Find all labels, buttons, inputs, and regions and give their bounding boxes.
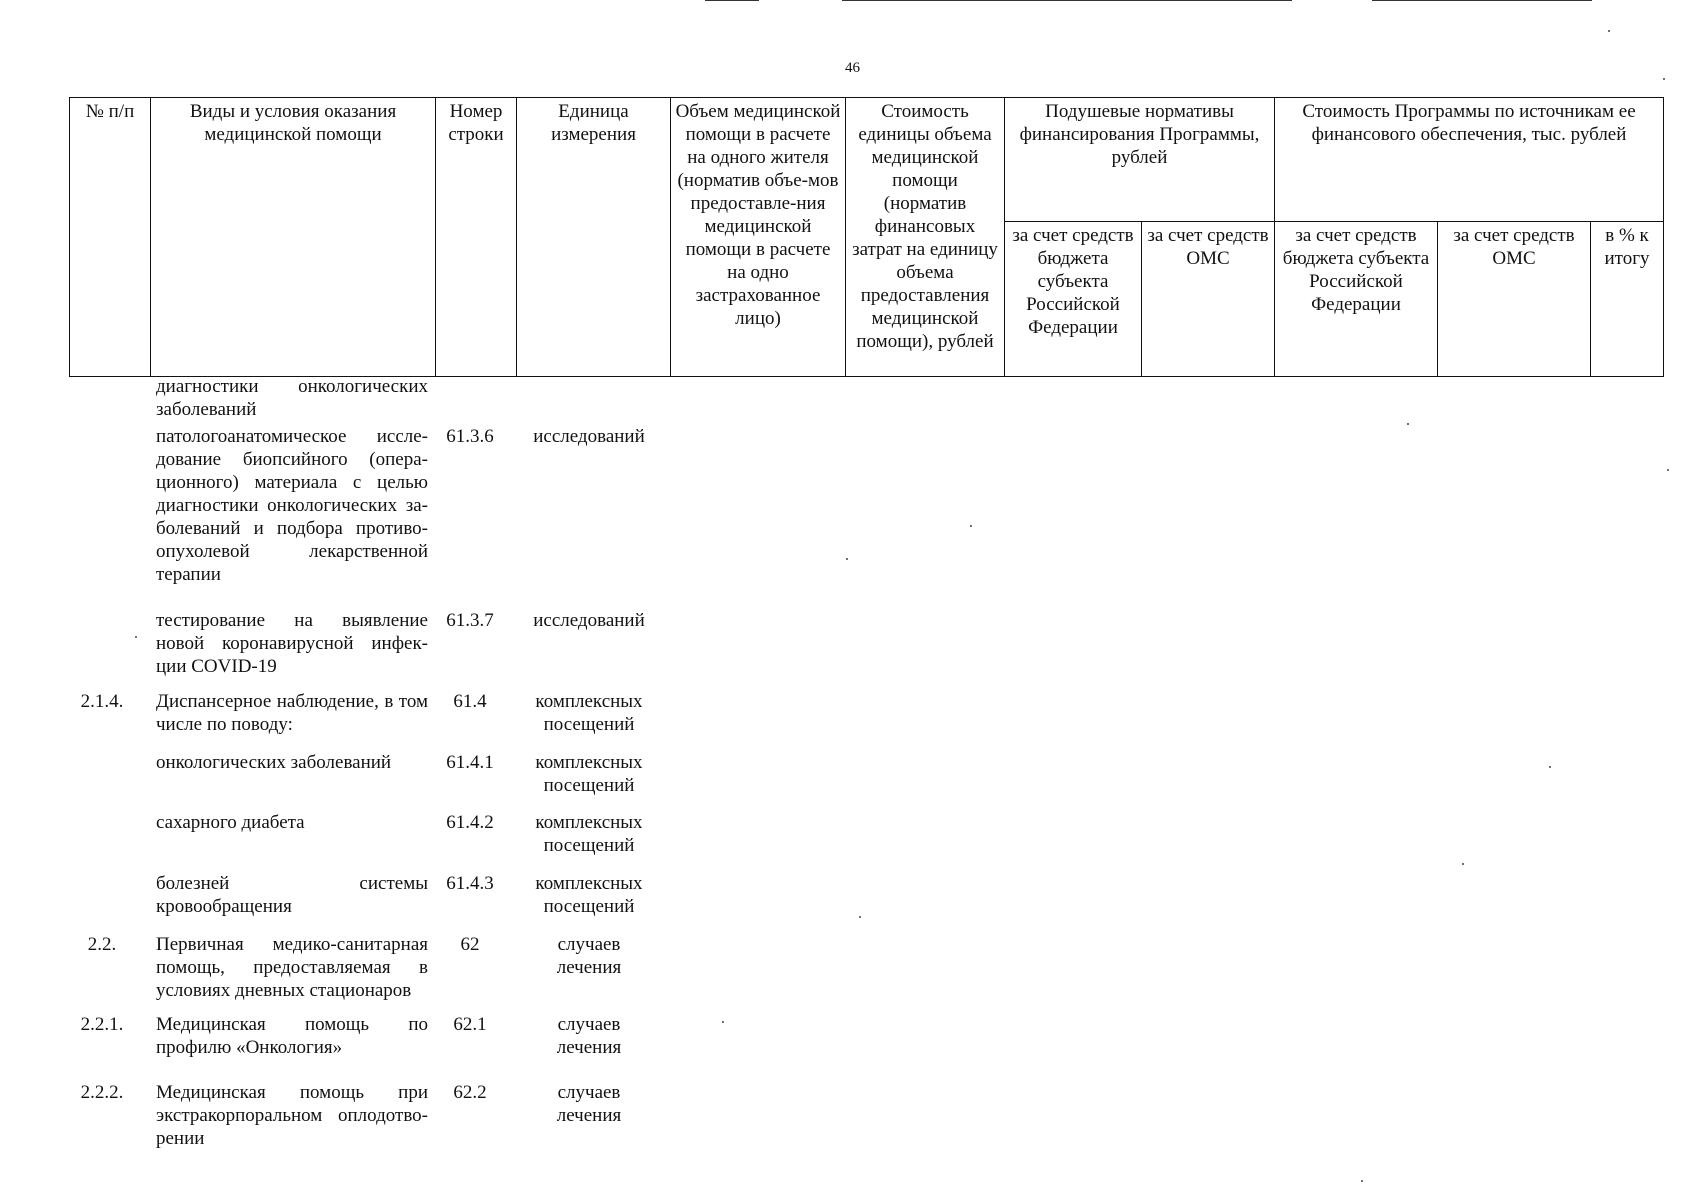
- row-line-number: 61.4: [453, 691, 487, 712]
- row-line-number: 61.4.1: [446, 752, 494, 773]
- scan-speck: [1608, 30, 1610, 32]
- row-name: Первичная медико-санитарная помощь, предоставляемая в условиях дневных стационаров: [156, 934, 428, 1001]
- scan-speck: [859, 916, 861, 918]
- row-unit: комплексных посещений: [535, 812, 643, 856]
- header-col-unit: Единица измерения: [517, 98, 671, 377]
- scan-speck: [722, 1021, 724, 1023]
- header-col-program-pct: в % к итогу: [1591, 222, 1664, 377]
- scan-speck: [135, 636, 137, 638]
- scan-speck: [970, 525, 972, 527]
- row-unit: исследований: [533, 610, 645, 631]
- header-col-volume: Объем медицинской помощи в расчете на одного жителя (норматив объе-мов предоставле-ния медицинской помощи в расчете на одно застрахованное лицо): [671, 98, 846, 377]
- row-number: 2.1.4.: [80, 691, 124, 712]
- row-name: болезней системы кровообращения: [156, 873, 428, 917]
- row-unit: комплексных посещений: [535, 691, 643, 735]
- scan-top-rule: [705, 0, 759, 1]
- scan-speck: [1549, 766, 1551, 768]
- header-col-percapita: Подушевые нормативы финансирования Программы, рублей: [1005, 98, 1275, 222]
- header-col-percapita-oms: за счет средств ОМС: [1142, 222, 1275, 377]
- row-line-number: 62: [460, 934, 480, 955]
- row-line-number: 61.4.2: [446, 812, 494, 833]
- row-name: патологоанатомическое иссле-дование биопсийного (опера-ционного) материала с целью диагностики онкологических за-болеваний и подбора противо-опухолевой лекарственной терапии: [156, 426, 428, 585]
- scan-speck: [1361, 1180, 1363, 1182]
- row-line-number: 62.2: [453, 1082, 487, 1103]
- scan-speck: [846, 558, 848, 560]
- row-name: Диспансерное наблюдение, в том числе по поводу:: [156, 691, 428, 735]
- header-col-cost: Стоимость единицы объема медицинской помощи (норматив финансовых затрат на единицу объема предоставления медицинской помощи), рублей: [846, 98, 1005, 377]
- row-name: тестирование на выявление новой коронавирусной инфек-ции COVID-19: [156, 610, 428, 677]
- scan-top-rule: [1372, 0, 1592, 1]
- row-name: сахарного диабета: [156, 812, 305, 833]
- header-table: [69, 97, 1664, 377]
- header-col-type: Виды и условия оказания медицинской помощи: [151, 98, 436, 377]
- header-col-program-budget: за счет средств бюджета субъекта Российской Федерации: [1275, 222, 1438, 377]
- row-number: 2.2.2.: [80, 1082, 124, 1103]
- scan-speck: [1407, 423, 1409, 425]
- row-line-number: 61.3.6: [446, 426, 494, 447]
- row-number: 2.2.: [87, 934, 117, 955]
- row-line-number: 61.3.7: [446, 610, 494, 631]
- scan-speck: [1667, 469, 1669, 471]
- row-unit: случаев лечения: [556, 1014, 622, 1058]
- header-col-percapita-budget: за счет средств бюджета субъекта Российской Федерации: [1005, 222, 1142, 377]
- header-col-program-oms: за счет средств ОМС: [1438, 222, 1591, 377]
- row-unit: комплексных посещений: [535, 873, 643, 917]
- row-line-number: 62.1: [453, 1014, 487, 1035]
- row-unit: случаев лечения: [556, 934, 622, 978]
- scan-top-rule: [842, 0, 1292, 1]
- header-col-line: Номер строки: [436, 98, 517, 377]
- page-number: 46: [845, 60, 860, 76]
- header-col-program: Стоимость Программы по источникам ее финансового обеспечения, тыс. рублей: [1275, 98, 1664, 222]
- header-col-num: № п/п: [70, 98, 151, 377]
- row-name: диагностики онкологических заболеваний: [156, 376, 428, 420]
- row-number: 2.2.1.: [80, 1014, 124, 1035]
- row-unit: исследований: [533, 426, 645, 447]
- row-name: онкологических заболеваний: [156, 752, 392, 773]
- row-name: Медицинская помощь по профилю «Онкология»: [156, 1014, 428, 1058]
- row-line-number: 61.4.3: [446, 873, 494, 894]
- scan-speck: [1462, 863, 1464, 865]
- scan-speck: [1663, 78, 1665, 80]
- row-name: Медицинская помощь при экстракорпоральном оплодотво-рении: [156, 1082, 428, 1149]
- row-unit: случаев лечения: [556, 1082, 622, 1126]
- row-unit: комплексных посещений: [535, 752, 643, 796]
